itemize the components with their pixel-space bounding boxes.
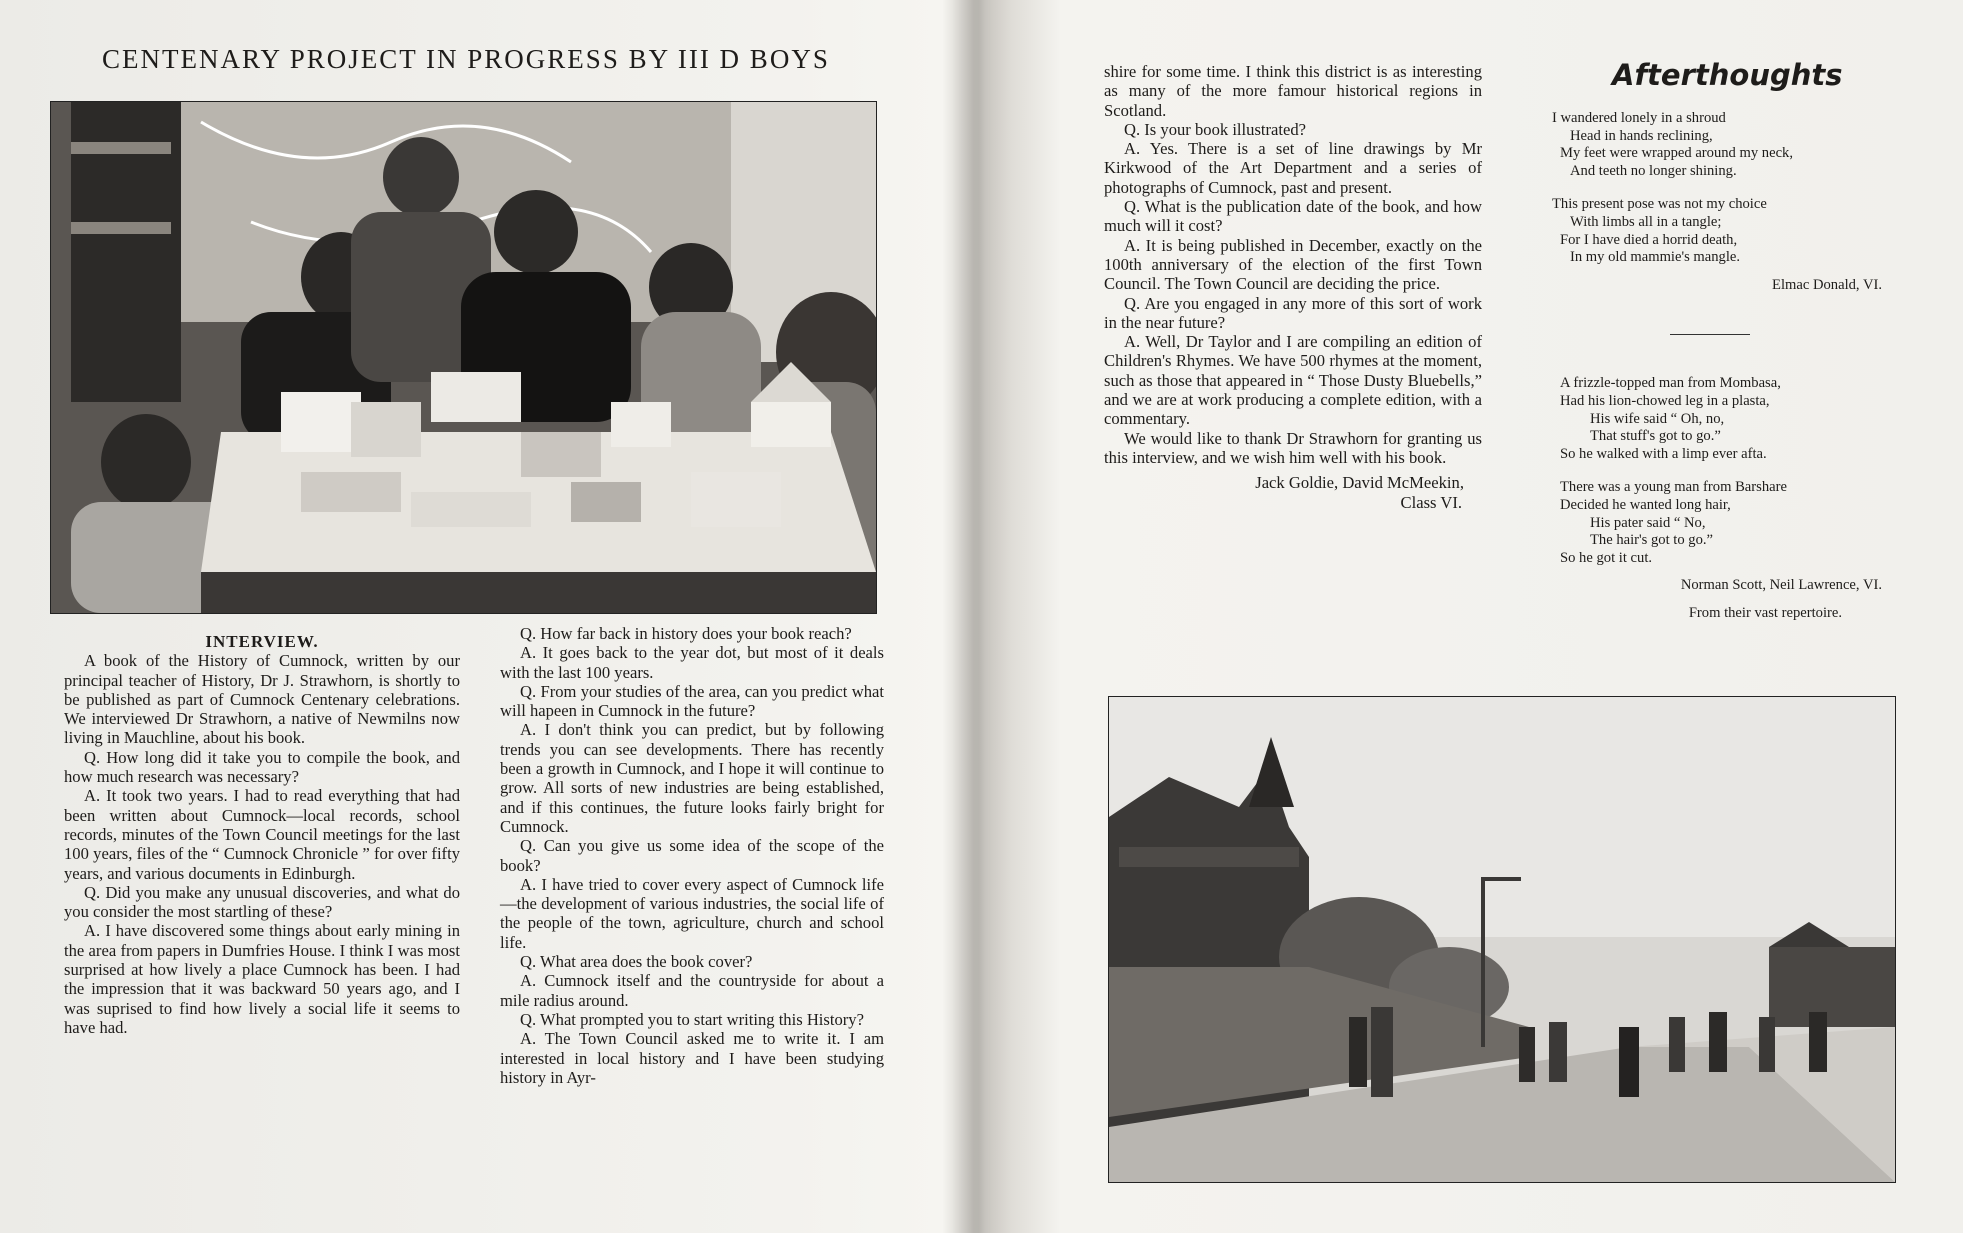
poem-line: That stuff's got to go.” bbox=[1590, 428, 1721, 445]
poem-line: So he walked with a limp ever afta. bbox=[1560, 445, 1767, 462]
street-scene-photo bbox=[1108, 696, 1896, 1183]
page-title: CENTENARY PROJECT IN PROGRESS BY III D BOYS bbox=[102, 44, 830, 74]
page-gutter bbox=[952, 0, 1012, 1233]
interview-paragraph: Q. From your studies of the area, can you predict what will hapeen in Cumnock in the future? bbox=[500, 681, 884, 721]
interview-paragraph: A. I have discovered some things about early mining in the area from papers in Dumfries House. I think I was most surprised at how lively a place Cumnock has been. I had the impression that it was backward 50 years ago, and I was suprised to find how lively a social life it seems to have had. bbox=[64, 921, 460, 1037]
poem-stanza-1 bbox=[1552, 110, 1902, 180]
interview-paragraph: A. The Town Council asked me to write it. I am interested in local history and I have been studying history in Ayr- bbox=[500, 1029, 884, 1087]
interview-column-3 bbox=[1104, 62, 1482, 512]
poem-line: The hair's got to go.” bbox=[1590, 532, 1713, 549]
interview-column-1 bbox=[64, 632, 460, 1037]
section-divider bbox=[1670, 334, 1750, 335]
interview-paragraph: Q. How far back in history does your book reach? bbox=[520, 624, 852, 643]
interview-paragraph: Q. What area does the book cover? bbox=[520, 952, 753, 972]
interview-paragraph: A. Yes. There is a set of line drawings by Mr Kirkwood of the Art Department and a series of photographs of Cumnock, past and present. bbox=[1104, 139, 1482, 197]
interview-column-2 bbox=[500, 624, 884, 1087]
afterthoughts-poems bbox=[1552, 110, 1902, 638]
interview-paragraph: Q. Are you engaged in any more of this sort of work in the near future? bbox=[1104, 293, 1482, 332]
boys-model-town-photo bbox=[50, 101, 877, 614]
poem-line: Had his lion-chowed leg in a plasta, bbox=[1560, 392, 1770, 409]
interview-paragraph: Q. Did you make any unusual discoveries, and what do you consider the most startling of these? bbox=[64, 882, 460, 922]
interview-paragraph: Q. How long did it take you to compile the book, and how much research was necessary? bbox=[64, 747, 460, 787]
poem-line: Decided he wanted long hair, bbox=[1560, 496, 1731, 513]
poem-line: My feet were wrapped around my neck, bbox=[1560, 145, 1794, 162]
interview-paragraph: A. I don't think you can predict, but by following trends you can see developments. There has recently been a growth in Cumnock, and I hope it will continue to grow. All sorts of new industries are being established, and if this continues, the future looks fairly bright for Cumnock. bbox=[500, 720, 884, 836]
interview-paragraph: shire for some time. I think this district is as interesting as many of the more famour historical regions in Scotland. bbox=[1104, 62, 1482, 120]
interview-signature-class: Class VI. bbox=[1400, 492, 1462, 512]
interview-paragraph: Q. Is your book illustrated? bbox=[1124, 119, 1307, 139]
interview-paragraph: Q. Can you give us some idea of the scope of the book? bbox=[500, 836, 884, 875]
poem-line: This present pose was not my choice bbox=[1552, 196, 1767, 213]
interview-paragraph: Q. What prompted you to start writing this History? bbox=[520, 1009, 864, 1029]
poem-line: A frizzle-topped man from Mombasa, bbox=[1560, 375, 1781, 392]
poem-line: His pater said “ No, bbox=[1590, 514, 1706, 531]
interview-heading: INTERVIEW. bbox=[205, 632, 319, 651]
poem-line: And teeth no longer shining. bbox=[1570, 162, 1737, 179]
limerick-note: From their vast repertoire. bbox=[1688, 604, 1842, 621]
poem-line: In my old mammie's mangle. bbox=[1570, 249, 1741, 266]
interview-signature-names: Jack Goldie, David McMeekin, bbox=[1255, 473, 1464, 493]
poem-line: With limbs all in a tangle; bbox=[1570, 213, 1722, 230]
interview-paragraph: A. It is being published in December, exactly on the 100th anniversary of the election of the first Town Council. The Town Council are deciding the price. bbox=[1104, 235, 1482, 294]
interview-paragraph: A. It took two years. I had to read everything that had been written about Cumnock—local records, school records, minutes of the Town Council meetings for the last 100 years, files of the “ Cumnock Chronicle ” for over fifty years, and various documents in Edinburgh. bbox=[64, 786, 460, 883]
poem-line: For I have died a horrid death, bbox=[1560, 231, 1738, 248]
interview-paragraph: A book of the History of Cumnock, written by our principal teacher of History, Dr J. Strawhorn, is shortly to be published as part of Cumnock Centenary celebrations. We interviewed Dr Strawhorn, a native of Newmilns now living in Mauchline, about his book. bbox=[64, 651, 460, 748]
poem-stanza-2 bbox=[1552, 196, 1902, 294]
limerick-authors: Norman Scott, Neil Lawrence, VI. bbox=[1680, 577, 1882, 594]
interview-paragraph: A. I have tried to cover every aspect of Cumnock life—the development of various industries, the social life of the people of the town, agriculture, church and school life. bbox=[500, 874, 884, 952]
afterthoughts-title: Afterthoughts bbox=[1612, 58, 1843, 92]
interview-paragraph: A. It goes back to the year dot, but most of it deals with the last 100 years. bbox=[500, 643, 884, 682]
interview-paragraph: Q. What is the publication date of the book, and how much will it cost? bbox=[1104, 197, 1482, 236]
poem-author: Elmac Donald, VI. bbox=[1772, 276, 1882, 293]
poem-line: His wife said “ Oh, no, bbox=[1590, 410, 1725, 427]
poem-line: I wandered lonely in a shroud bbox=[1552, 110, 1726, 126]
poem-line: Head in hands reclining, bbox=[1570, 127, 1713, 144]
limerick-2 bbox=[1552, 479, 1902, 622]
poem-line: So he got it cut. bbox=[1560, 549, 1653, 566]
interview-paragraph: We would like to thank Dr Strawhorn for granting us this interview, and we wish him well with his book. bbox=[1104, 428, 1482, 467]
poem-line: There was a young man from Barshare bbox=[1560, 479, 1787, 496]
limerick-1 bbox=[1552, 375, 1902, 463]
interview-paragraph: A. Well, Dr Taylor and I are compiling an edition of Children's Rhymes. We have 500 rhymes at the moment, such as those that appeared in “ Those Dusty Bluebells,” and we are at work producing a complete edition, with a commentary. bbox=[1104, 332, 1482, 429]
interview-paragraph: A. Cumnock itself and the countryside for about a mile radius around. bbox=[500, 971, 884, 1010]
